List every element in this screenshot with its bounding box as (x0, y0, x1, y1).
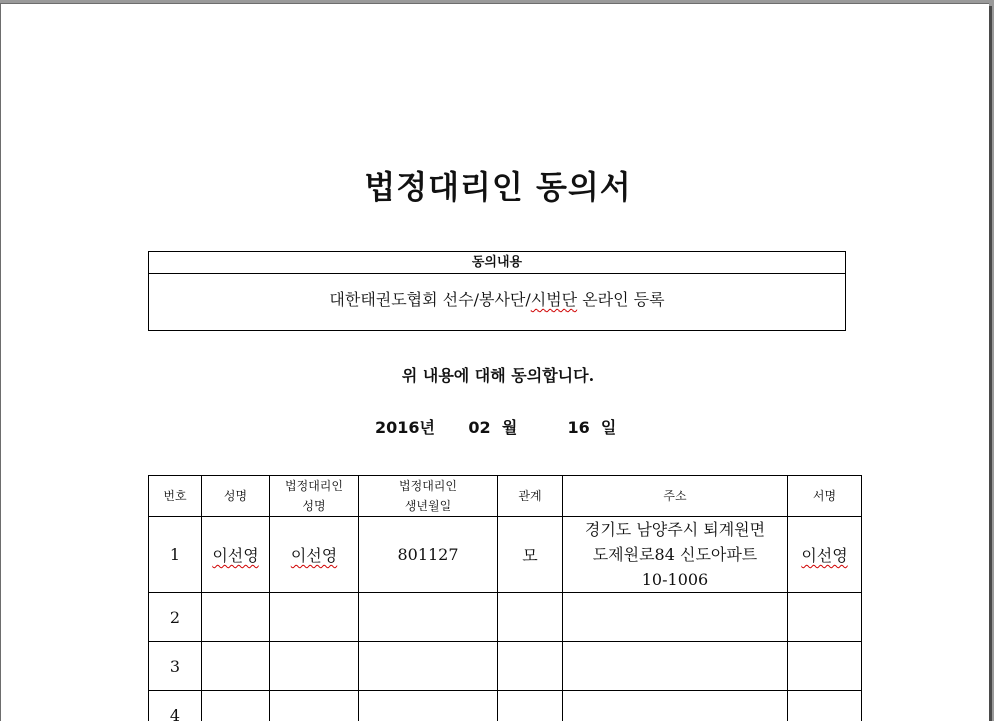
cell-guardian-name (270, 691, 359, 721)
header-address: 주소 (563, 476, 788, 517)
cell-relation (498, 691, 563, 721)
date-day: 16 (567, 418, 589, 437)
consent-content-part3: 온라인 등록 (577, 290, 664, 309)
cell-guardian-name (270, 642, 359, 691)
cell-address (563, 642, 788, 691)
cell-no: 3 (149, 642, 202, 691)
cell-address (563, 517, 788, 593)
cell-signature (788, 642, 862, 691)
cell-name (202, 593, 270, 642)
cell-guardian-birth: 801127 (359, 517, 498, 593)
document-page (0, 3, 989, 721)
cell-name (202, 691, 270, 721)
cell-guardian-birth (359, 593, 498, 642)
cell-no: 4 (149, 691, 202, 721)
header-name: 성명 (202, 476, 270, 517)
date-day-unit: 일 (601, 418, 616, 437)
consent-box (148, 251, 846, 331)
table-row (149, 517, 862, 593)
header-guardian-name-line2: 성명 (302, 499, 325, 513)
cell-guardian-birth (359, 691, 498, 721)
cell-relation (498, 593, 563, 642)
date-year-unit: 년 (420, 418, 435, 437)
cell-signature-text: 이선영 (801, 546, 847, 565)
cell-address (563, 691, 788, 721)
cell-guardian-name (270, 517, 359, 593)
cell-address-line3: 10-1006 (642, 570, 708, 589)
header-guardian-birth-line2: 생년월일 (405, 499, 451, 513)
date-month: 02 (468, 418, 490, 437)
cell-guardian-name (270, 593, 359, 642)
cell-address (563, 593, 788, 642)
cell-signature (788, 517, 862, 593)
header-guardian-birth (359, 476, 498, 517)
header-signature: 서명 (788, 476, 862, 517)
cell-name (202, 517, 270, 593)
cell-no: 1 (149, 517, 202, 593)
table-header-row (149, 476, 862, 517)
cell-signature (788, 691, 862, 721)
cell-address-line1: 경기도 남양주시 퇴계원면 (585, 520, 765, 539)
table-row (149, 691, 862, 721)
table-row (149, 642, 862, 691)
cell-relation: 모 (498, 517, 563, 593)
cell-address-line2: 도제원로84 신도아파트 (593, 545, 758, 564)
header-guardian-name-line1: 법정대리인 (285, 479, 343, 493)
header-guardian-name (270, 476, 359, 517)
cell-guardian-name-text: 이선영 (291, 546, 337, 565)
date-month-unit: 월 (502, 418, 517, 437)
document-title: 법정대리인 동의서 (1, 162, 989, 208)
consent-header: 동의내용 (149, 252, 845, 274)
guardian-table (148, 475, 862, 721)
date-line (375, 415, 616, 438)
consent-content-part2: 시범단 (531, 290, 577, 309)
consent-content (149, 274, 845, 326)
consent-content-part1: 대한태권도협회 선수/봉사단/ (329, 290, 530, 309)
cell-guardian-birth (359, 642, 498, 691)
cell-name (202, 642, 270, 691)
header-no: 번호 (149, 476, 202, 517)
table-row (149, 593, 862, 642)
header-guardian-birth-line1: 법정대리인 (399, 479, 457, 493)
cell-no: 2 (149, 593, 202, 642)
header-relation: 관계 (498, 476, 563, 517)
cell-relation (498, 642, 563, 691)
agreement-statement: 위 내용에 대해 동의합니다. (1, 363, 989, 386)
cell-name-text: 이선영 (212, 546, 258, 565)
cell-signature (788, 593, 862, 642)
date-year: 2016 (375, 418, 420, 437)
